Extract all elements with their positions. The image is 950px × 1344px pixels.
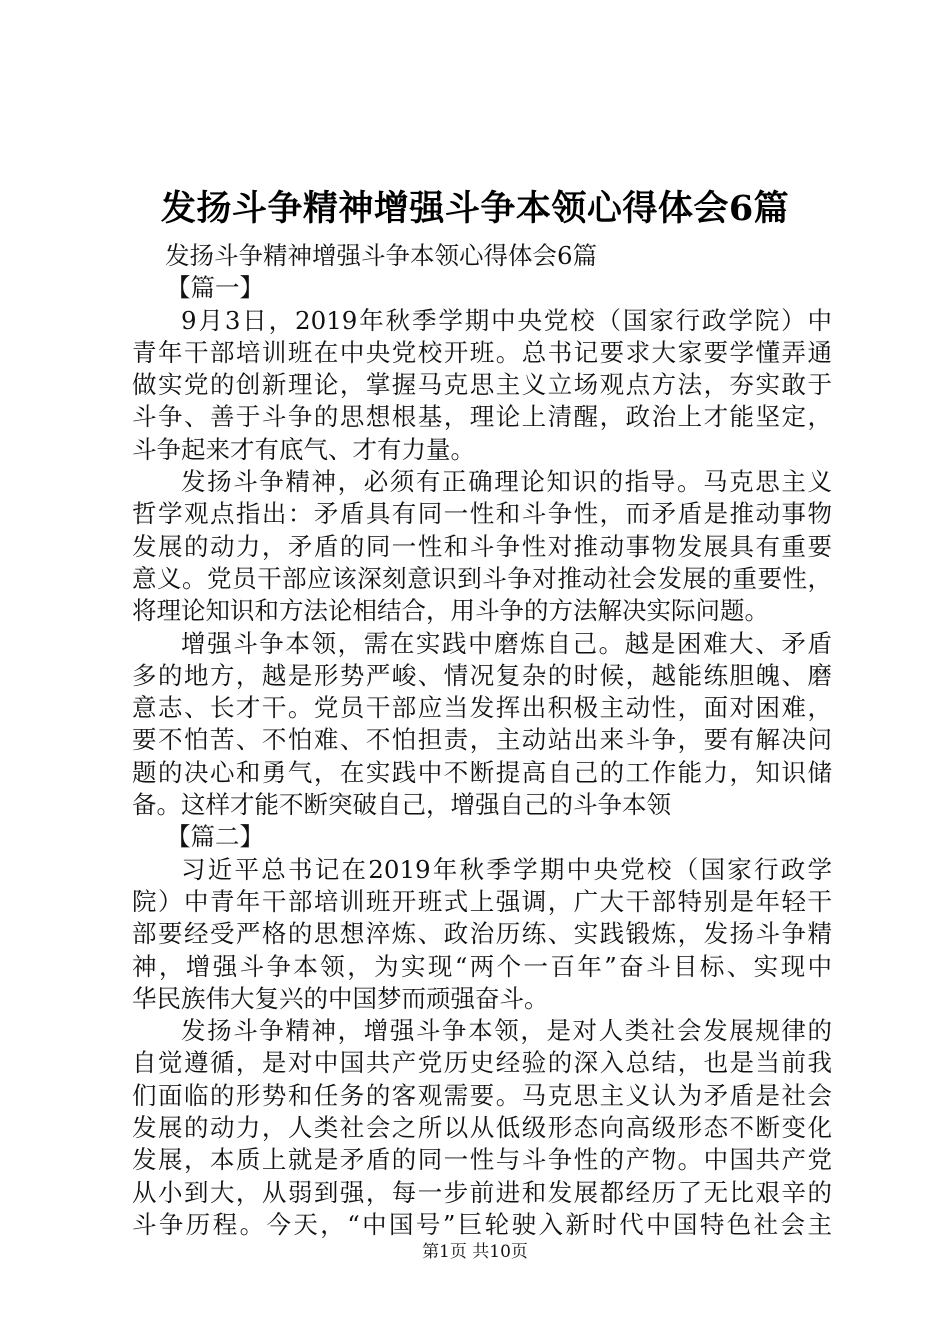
paragraph-line: 斗争、善于斗争的思想根基，理论上清醒，政治上才能坚定， — [132, 402, 832, 432]
paragraph-line: 哲学观点指出：矛盾具有同一性和斗争性，而矛盾是推动事物 — [132, 499, 832, 529]
paragraph-line: 要不怕苦、不怕难、不怕担责，主动站出来斗争，要有解决问 — [132, 725, 832, 755]
paragraph-line: 将理论知识和方法论相结合，用斗争的方法解决实际问题。 — [132, 596, 769, 626]
paragraph-line: 意义。党员干部应该深刻意识到斗争对推动社会发展的重要性， — [132, 563, 832, 593]
section-heading-1: 【篇一】 — [166, 273, 264, 303]
paragraph-line: 发展的动力，矛盾的同一性和斗争性对推动事物发展具有重要 — [132, 531, 832, 561]
paragraph-line: 发展的动力，人类社会之所以从低级形态向高级形态不断变化 — [132, 1113, 832, 1143]
paragraph-line: 做实党的创新理论，掌握马克思主义立场观点方法，夯实敢于 — [132, 370, 832, 400]
document-subtitle: 发扬斗争精神增强斗争本领心得体会6篇 — [165, 241, 598, 270]
paragraph-line: 发扬斗争精神，增强斗争本领，是对人类社会发展规律的 — [181, 1016, 832, 1046]
paragraph-line: 题的决心和勇气，在实践中不断提高自己的工作能力，知识储 — [132, 757, 832, 787]
paragraph-line: 发扬斗争精神，必须有正确理论知识的指导。马克思主义 — [181, 467, 832, 497]
paragraph-line: 习近平总书记在2019年秋季学期中央党校（国家行政学 — [181, 854, 832, 884]
section-heading-2: 【篇二】 — [166, 822, 264, 852]
page-number: 第1页 共10页 — [422, 1242, 528, 1262]
paragraph-line: 们面临的形势和任务的客观需要。马克思主义认为矛盾是社会 — [132, 1080, 832, 1110]
paragraph-line: 部要经受严格的思想淬炼、政治历练、实践锻炼，发扬斗争精 — [132, 919, 832, 949]
document-body — [132, 240, 832, 1241]
paragraph-line: 院）中青年干部培训班开班式上强调，广大干部特别是年轻干 — [132, 886, 832, 916]
paragraph-line: 神，增强斗争本领，为实现“两个一百年”奋斗目标、实现中 — [132, 951, 832, 981]
paragraph-line: 华民族伟大复兴的中国梦而顽强奋斗。 — [132, 983, 549, 1013]
paragraph-line: 斗争历程。今天，“中国号”巨轮驶入新时代中国特色社会主 — [132, 1209, 832, 1239]
paragraph-line: 备。这样才能不断突破自己，增强自己的斗争本领 — [132, 790, 671, 820]
paragraph-line: 9月3日，2019年秋季学期中央党校（国家行政学院）中 — [181, 305, 832, 335]
document-title: 发扬斗争精神增强斗争本领心得体会6篇 — [160, 188, 790, 229]
paragraph-line: 意志、长才干。党员干部应当发挥出积极主动性，面对困难， — [132, 693, 832, 723]
paragraph-line: 青年干部培训班在中央党校开班。总书记要求大家要学懂弄通 — [132, 337, 832, 367]
paragraph-line: 斗争起来才有底气、才有力量。 — [132, 434, 475, 464]
paragraph-line: 从小到大，从弱到强，每一步前进和发展都经历了无比艰辛的 — [132, 1177, 832, 1207]
paragraph-line: 增强斗争本领，需在实践中磨炼自己。越是困难大、矛盾 — [181, 628, 832, 658]
paragraph-line: 自觉遵循，是对中国共产党历史经验的深入总结，也是当前我 — [132, 1048, 832, 1078]
paragraph-line: 发展，本质上就是矛盾的同一性与斗争性的产物。中国共产党 — [132, 1145, 832, 1175]
paragraph-line: 多的地方，越是形势严峻、情况复杂的时候，越能练胆魄、磨 — [132, 660, 832, 690]
